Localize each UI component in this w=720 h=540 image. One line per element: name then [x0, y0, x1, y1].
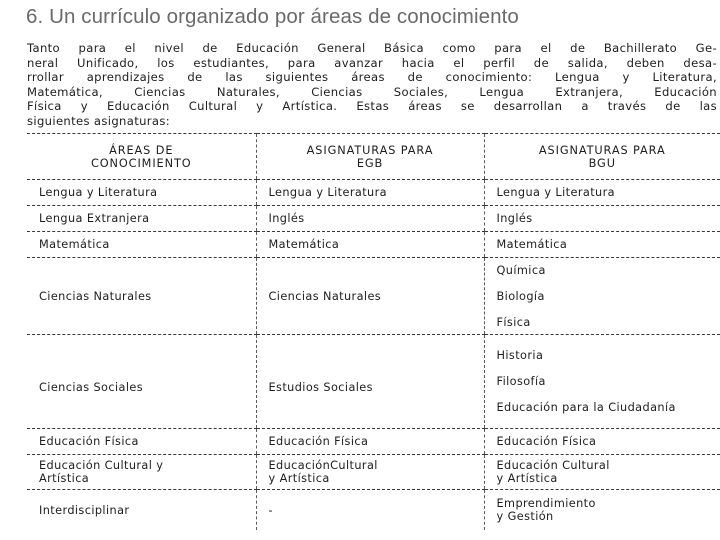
area-cell: Matemática	[27, 232, 256, 258]
bgu-cell: Matemática	[484, 232, 720, 258]
egb-cell: Estudios Sociales	[256, 335, 484, 429]
intro-line: Tanto para el nivel de Educación General Básica como para el de Bachillerato Ge-	[27, 41, 717, 55]
area-cell: Educación Cultural y Artística	[27, 455, 256, 490]
table-row	[27, 335, 720, 429]
table-row	[27, 429, 720, 455]
bgu-cell: Lengua y Literatura	[484, 180, 720, 206]
header-egb: ASIGNATURAS PARA EGB	[256, 134, 484, 180]
table-row	[27, 206, 720, 232]
bgu-cell	[484, 258, 720, 335]
egb-cell: Inglés	[256, 206, 484, 232]
egb-cell: Ciencias Naturales	[256, 258, 484, 335]
header-bgu: ASIGNATURAS PARA BGU	[484, 134, 720, 180]
table-row	[27, 232, 720, 258]
intro-line: Física y Educación Cultural y Artística. Estas áreas se desarrollan a través de las	[27, 99, 717, 114]
area-cell: Lengua y Literatura	[27, 180, 256, 206]
egb-cell: Educación Física	[256, 429, 484, 455]
bgu-subject: Física	[496, 315, 531, 329]
bgu-cell: Emprendimiento y Gestión	[484, 490, 720, 531]
subjects-table	[27, 133, 720, 530]
egb-cell: Lengua y Literatura	[256, 180, 484, 206]
bgu-subject-list	[497, 349, 720, 414]
bgu-subject: Filosofía	[496, 375, 546, 388]
intro-paragraph	[27, 41, 717, 129]
bgu-cell: Inglés	[484, 206, 720, 232]
intro-line: neral Unificado, los estudiantes, para avanzar hacia el perfil de salida, deben desa-	[27, 55, 717, 70]
intro-line: Matemática, Ciencias Naturales, Ciencias Sociales, Lengua Extranjera, Educación	[27, 84, 717, 99]
table-row	[27, 455, 720, 490]
bgu-cell: Educación Física	[484, 429, 720, 455]
bgu-subject-list	[497, 264, 720, 329]
bgu-subject: Historia	[496, 349, 544, 362]
area-cell: Ciencias Sociales	[27, 335, 256, 429]
bgu-subject: Química	[496, 263, 546, 277]
intro-line: siguientes asignaturas:	[27, 113, 171, 128]
intro-line: rrollar aprendizajes de las siguientes áreas de conocimiento: Lengua y Literatura,	[27, 70, 717, 85]
area-cell: Educación Física	[27, 429, 256, 455]
table-row	[27, 490, 720, 531]
egb-cell: Matemática	[256, 232, 484, 258]
bgu-cell	[484, 335, 720, 429]
bgu-cell: Educación Cultural y Artística	[484, 455, 720, 490]
table-row	[27, 180, 720, 206]
table-header-row	[27, 134, 720, 180]
area-cell: Ciencias Naturales	[27, 258, 256, 335]
bgu-subject: Educación para la Ciudadanía	[496, 401, 676, 414]
header-areas: ÁREAS DE CONOCIMIENTO	[27, 134, 256, 180]
egb-cell: -	[256, 490, 484, 531]
egb-cell: EducaciónCultural y Artística	[256, 455, 484, 490]
section-heading: 6. Un currículo organizado por áreas de conocimiento	[26, 5, 519, 28]
bgu-subject: Biología	[496, 289, 545, 303]
area-cell: Interdisciplinar	[27, 490, 256, 531]
area-cell: Lengua Extranjera	[27, 206, 256, 232]
table-row	[27, 258, 720, 335]
